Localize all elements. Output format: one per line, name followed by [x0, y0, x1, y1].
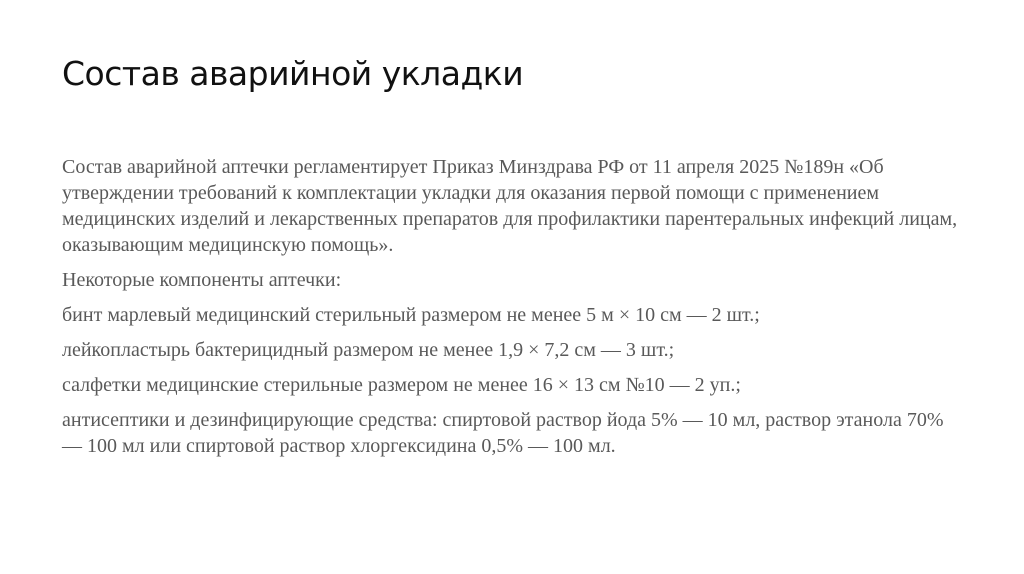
slide-body	[62, 154, 962, 468]
list-item-plaster: лейкопластырь бактерицидный размером не менее 1,9 × 7,2 см — 3 шт.;	[62, 339, 675, 361]
list-item-bandage: бинт марлевый медицинский стерильный размером не менее 5 м × 10 см — 2 шт.;	[62, 304, 760, 326]
components-heading: Некоторые компоненты аптечки:	[62, 269, 342, 291]
list-item-antiseptics: антисептики и дезинфицирующие средства: спиртовой раствор йода 5% — 10 мл, раствор этанола 70% — 100 мл или спиртовой раствор хлоргексидина 0,5% — 100 мл.	[62, 409, 944, 457]
list-item-wipes: салфетки медицинские стерильные размером не менее 16 × 13 см №10 — 2 уп.;	[62, 374, 741, 396]
slide-title: Состав аварийной укладки	[62, 54, 524, 93]
intro-paragraph: Состав аварийной аптечки регламентирует Приказ Минздрава РФ от 11 апреля 2025 №189н «Об утверждении требований к комплектации укладки для оказания первой помощи с применением медицинских изделий и лекарственных препаратов для профилактики парентеральных инфекций лицам, оказывающим медицинскую помощь».	[62, 156, 958, 256]
